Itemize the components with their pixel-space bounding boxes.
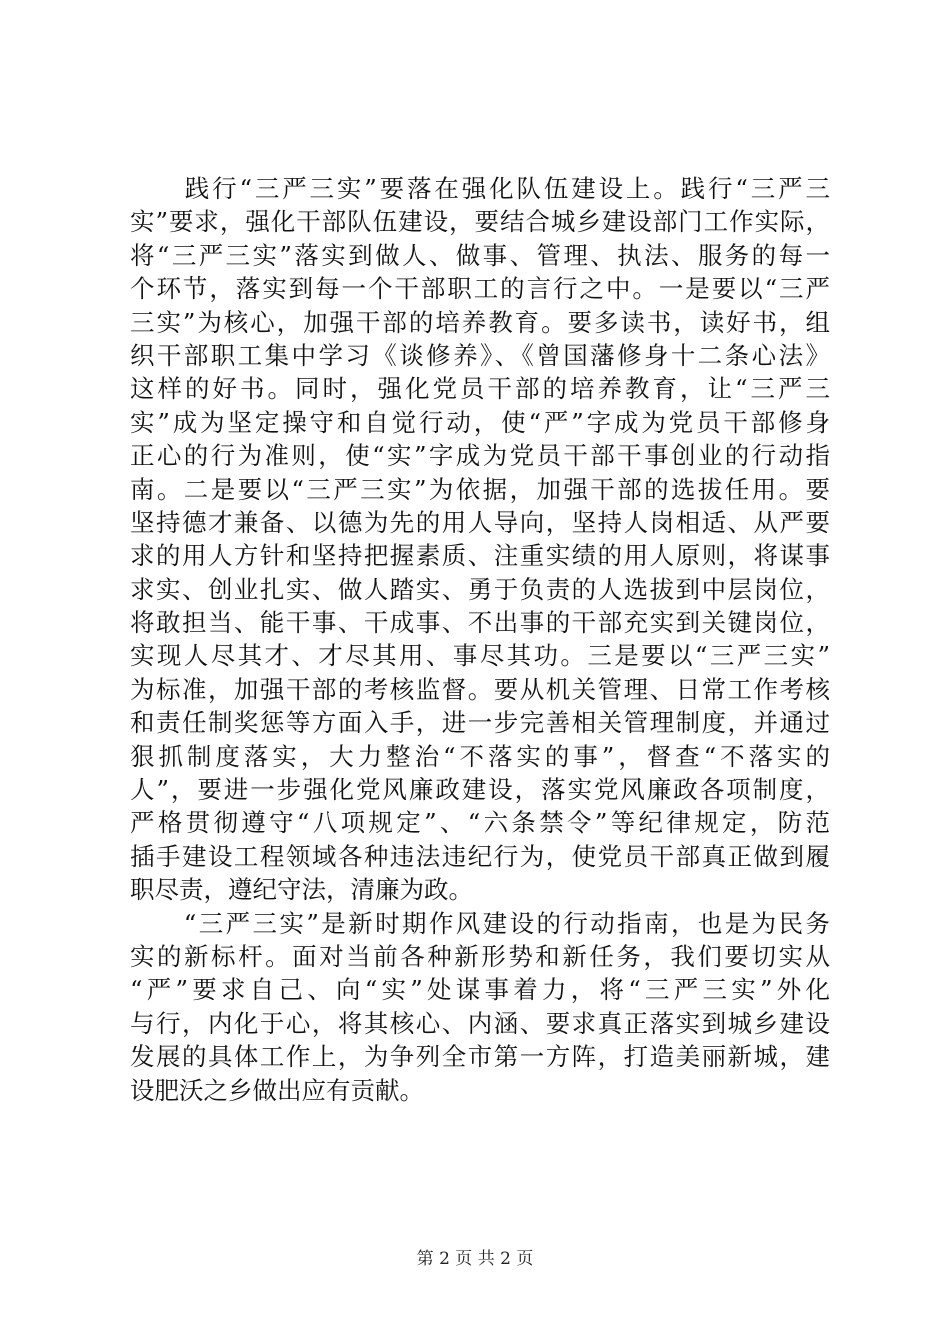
text-line: 实”要求，强化干部队伍建设，要结合城乡建设部门工作实际， <box>130 207 830 237</box>
text-line: 践行“三严三实”要落在强化队伍建设上。践行“三严三 <box>130 174 830 203</box>
text-line: 实”成为坚定操守和自觉行动，使“严”字成为党员干部修身 <box>130 407 830 437</box>
text-line: 职尽责，遵纪守法，清廉为政。 <box>130 875 473 905</box>
text-line: 实的新标杆。面对当前各种新形势和新任务，我们要切实从 <box>130 941 830 971</box>
text-line: 织干部职工集中学习《谈修养》、《曾国藩修身十二条心法》 <box>130 340 830 370</box>
text-line: 个环节，落实到每一个干部职工的言行之中。一是要以“三严 <box>130 274 830 304</box>
text-line: “严”要求自己、向“实”处谋事着力，将“三严三实”外化 <box>130 975 830 1005</box>
text-line: 将敢担当、能干事、干成事、不出事的干部充实到关键岗位， <box>130 608 830 638</box>
text-line: 南。二是要以“三严三实”为依据，加强干部的选拔任用。要 <box>130 474 830 504</box>
text-line: 插手建设工程领域各种违法违纪行为，使党员干部真正做到履 <box>130 841 830 871</box>
text-line: 为标准，加强干部的考核监督。要从机关管理、日常工作考核 <box>130 674 830 704</box>
text-line: 求的用人方针和坚持把握素质、注重实绩的用人原则，将谋事 <box>130 541 830 571</box>
text-line: 正心的行为准则，使“实”字成为党员干部干事创业的行动指 <box>130 441 830 471</box>
document-body <box>130 172 830 1107</box>
page-number-label: 第 2 页 共 2 页 <box>416 1249 534 1269</box>
text-line: 狠抓制度落实，大力整治“不落实的事”，督查“不落实的 <box>130 741 830 771</box>
text-line: 求实、创业扎实、做人踏实、勇于负责的人选拔到中层岗位， <box>130 574 830 604</box>
paragraph-2 <box>130 907 830 1107</box>
paragraph-1 <box>130 172 830 907</box>
text-line: 与行，内化于心，将其核心、内涵、要求真正落实到城乡建设 <box>130 1008 830 1038</box>
text-line: 人”，要进一步强化党风廉政建设，落实党风廉政各项制度， <box>130 775 830 805</box>
text-line: 发展的具体工作上，为争列全市第一方阵，打造美丽新城，建 <box>130 1042 830 1072</box>
text-line: 三实”为核心，加强干部的培养教育。要多读书，读好书，组 <box>130 307 830 337</box>
page-footer <box>0 1244 950 1269</box>
text-line: 坚持德才兼备、以德为先的用人导向，坚持人岗相适、从严要 <box>130 507 830 537</box>
text-line: 这样的好书。同时，强化党员干部的培养教育，让“三严三 <box>130 374 830 404</box>
text-line: 实现人尽其才、才尽其用、事尽其功。三是要以“三严三实” <box>130 641 830 671</box>
text-line: 设肥沃之乡做出应有贡献。 <box>130 1075 424 1105</box>
text-line: 严格贯彻遵守“八项规定”、“六条禁令”等纪律规定，防范 <box>130 808 830 838</box>
text-line: 将“三严三实”落实到做人、做事、管理、执法、服务的每一 <box>130 240 830 270</box>
text-line: “三严三实”是新时期作风建设的行动指南，也是为民务 <box>130 908 830 938</box>
text-line: 和责任制奖惩等方面入手，进一步完善相关管理制度，并通过 <box>130 708 830 738</box>
